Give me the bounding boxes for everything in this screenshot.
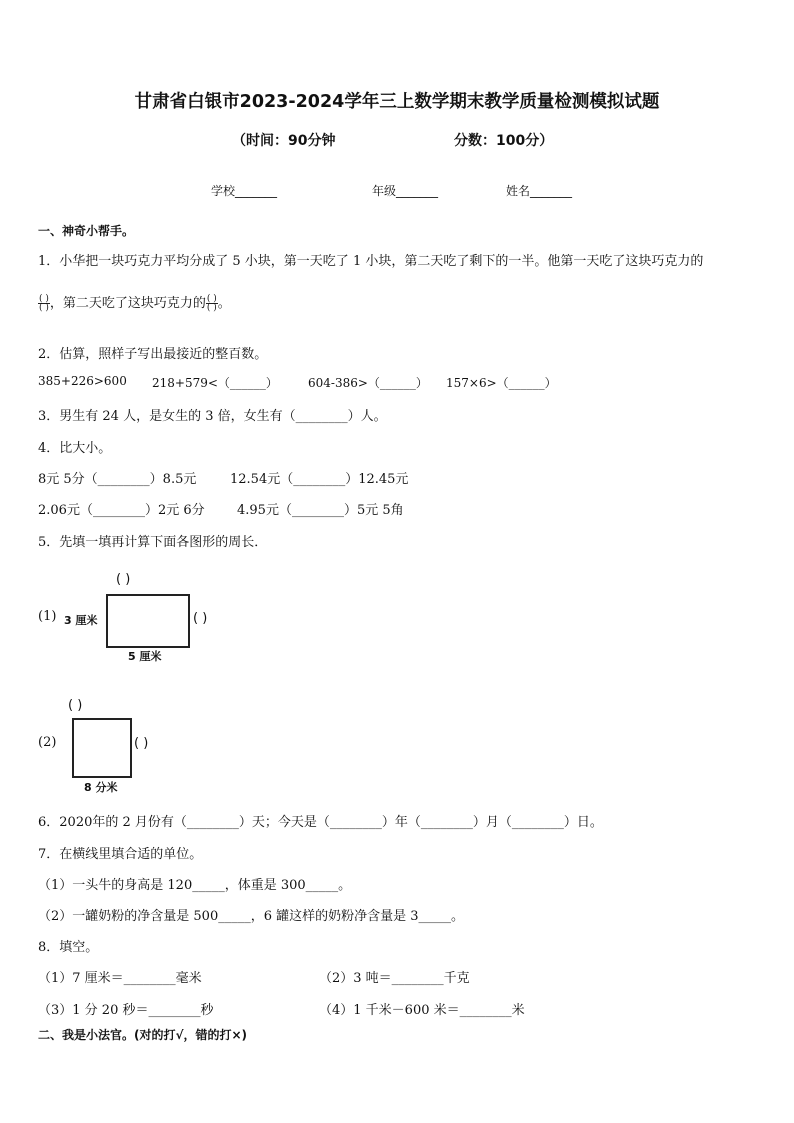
figure-1-right-blank[interactable]: ( )	[193, 611, 208, 626]
name-field[interactable]: 姓名_______	[506, 184, 573, 198]
question-4-row2-right[interactable]: 4.95元（________）5元 5角	[237, 503, 404, 518]
section-1-heading: 一、神奇小帮手。	[38, 224, 135, 238]
question-6[interactable]: 6．2020年的 2 月份有（________）天；今天是（________）年（________）月（________）日。	[38, 815, 603, 830]
question-4-text: 4．比大小。	[38, 441, 112, 456]
question-4-row1-right[interactable]: 12.54元（________）12.45元	[230, 472, 409, 487]
grade-field[interactable]: 年级_______	[372, 184, 439, 198]
question-2-item-1[interactable]: 218+579<（______）	[152, 376, 278, 390]
figure-2-bottom-label: 8 分米	[84, 781, 118, 794]
figure-2-label: (2)	[38, 735, 57, 750]
fraction-blank-1[interactable]: $\frac{( )}{( )}$	[39, 294, 49, 313]
question-8-text: 8．填空。	[38, 940, 99, 955]
question-3: 3．男生有 24 人，是女生的 3 倍，女生有（________）人。	[38, 409, 387, 424]
figure-2-top-blank[interactable]: ( )	[68, 698, 83, 713]
question-2-item-3[interactable]: 157×6>（______）	[446, 376, 557, 390]
page-title: 甘肃省白银市2023-2024学年三上数学期末教学质量检测模拟试题	[134, 92, 660, 112]
question-1-line2: $\frac{( )}{( )}$ ，第二天吃了这块巧克力的 $\frac{( )}{( )}$ 。	[39, 294, 231, 313]
exam-time: （时间：90分钟	[232, 133, 336, 149]
exam-score: 分数：100分）	[454, 133, 554, 149]
rectangle-shape	[106, 594, 190, 648]
square-shape	[72, 718, 132, 778]
question-2-item-2[interactable]: 604-386>（______）	[308, 376, 428, 390]
question-2-text: 2．估算，照样子写出最接近的整百数。	[38, 347, 268, 362]
section-2-heading: 二、我是小法官。(对的打√，错的打×)	[38, 1028, 248, 1042]
question-8-item-4[interactable]: （4）1 千米－600 米＝________米	[319, 1003, 525, 1018]
question-1-line1: 1．小华把一块巧克力平均分成了 5 小块，第一天吃了 1 小块，第二天吃了剩下的一半。他第一天吃了这块巧克力的	[38, 254, 704, 269]
question-7-item-1[interactable]: （1）一头牛的身高是 120_____，体重是 300_____。	[38, 878, 352, 893]
figure-1-label: (1)	[38, 609, 57, 624]
figure-1-top-blank[interactable]: ( )	[116, 572, 131, 587]
question-7-text: 7．在横线里填合适的单位。	[38, 847, 203, 862]
school-field[interactable]: 学校_______	[211, 184, 278, 198]
fraction-blank-2[interactable]: $\frac{( )}{( )}$	[206, 294, 217, 313]
question-8-item-2[interactable]: （2）3 吨＝________千克	[319, 971, 470, 986]
question-8-item-3[interactable]: （3）1 分 20 秒＝________秒	[38, 1003, 214, 1018]
figure-1-side-label: 3 厘米	[64, 614, 98, 627]
question-7-item-2[interactable]: （2）一罐奶粉的净含量是 500_____，6 罐这样的奶粉净含量是 3_____。	[38, 909, 465, 924]
question-2-example: 385+226>600	[38, 374, 127, 388]
question-4-row1-left[interactable]: 8元 5分（________）8.5元	[38, 472, 197, 487]
figure-2-right-blank[interactable]: ( )	[134, 736, 149, 751]
question-4-row2-left[interactable]: 2.06元（________）2元 6分	[38, 503, 205, 518]
figure-1-bottom-label: 5 厘米	[128, 650, 162, 663]
question-8-item-1[interactable]: （1）7 厘米＝________毫米	[38, 971, 202, 986]
question-5-text: 5．先填一填再计算下面各图形的周长．	[38, 535, 268, 550]
